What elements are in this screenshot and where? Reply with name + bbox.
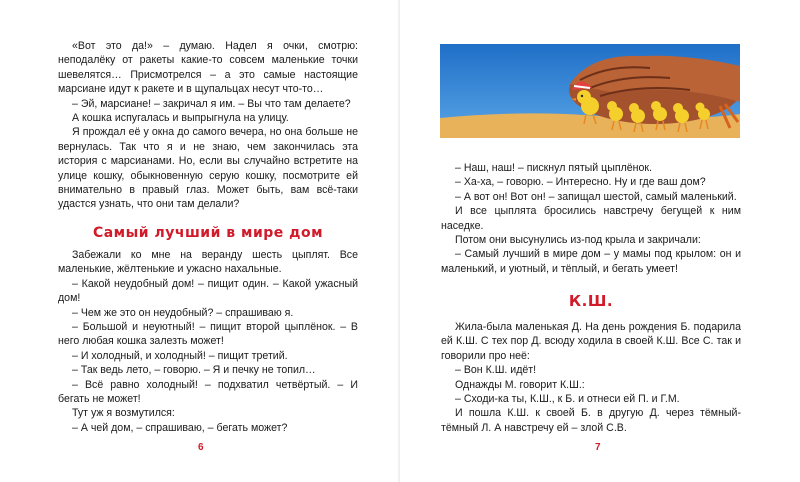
paragraph: – Вон К.Ш. идёт! [455,364,537,377]
paragraph: – А чей дом, – спрашиваю, – бегать может? [72,421,288,434]
paragraph: – И холодный, и холодный! – пищит третий. [72,349,288,362]
paragraph: Потом они высунулись из-под крыла и закричали: [455,234,701,247]
paragraph: «Вот это да!» – думаю. Надел я очки, смотрю: неподалёку от ракеты какие-то совсем маленькие точки шевелятся… Присмотрелся – а это самые настоящие марсиане идут к ракете и в щупальцах несут что-то… [58,40,358,96]
story-title: Самый лучший в мире дом [92,225,324,241]
paragraph: – Большой и неуютный! – пищит второй цыплёнок. – В него любая кошка залезть может! [58,321,358,348]
right-text-top [441,161,741,276]
paragraph: – Наш, наш! – пискнул пятый цыплёнок. [455,162,652,174]
paragraph: – Сходи-ка ты, К.Ш., к Б. и отнеси ей П. и Г.М. [455,393,680,406]
right-text-bottom [441,320,741,435]
paragraph: Забежали ко мне на веранду шесть цыплят. Все маленькие, жёлтенькие и ужасно нахальные. [58,249,358,276]
paragraph: Я прождал её у окна до самого вечера, но она больше не вернулась. Так что я и не знаю, чем закончилась эта история с марсианами. Но, если вы случайно встретите на улице кошку, обыкновенную серую кошку, посмотрите ей внимательно в правый глаз. Может быть, вам всё-таки удастся узнать, что они там делали? [58,126,358,211]
paragraph: Тут уж я возмутился: [72,407,175,420]
paragraph: – Так ведь лето, – говорю. – Я и печку не топил… [72,364,316,377]
paragraph: Однажды М. говорит К.Ш.: [455,378,585,391]
paragraph: – Ха-ха, – говорю. – Интересно. Ну и где ваш дом? [455,176,706,189]
paragraph: – Всё равно холодный! – подхватил четвёртый. – И бегать не может! [58,378,358,406]
hen-illustration [440,44,740,138]
paragraph: – Чем же это он неудобный? – спрашиваю я. [72,306,294,319]
paragraph: И все цыплята бросились навстречу бегущей к ним наседке. [441,205,741,232]
left-text-top [58,39,358,212]
paragraph: – Самый лучший в мире дом – у мамы под крылом: он и маленький, и уютный, и тёплый, и бегать умеет! [441,248,741,275]
paragraph: – Какой неудобный дом! – пищит один. – Какой ужасный дом! [58,277,358,305]
paragraph: И пошла К.Ш. к своей Б. в другую Д. через тёмный-тёмный Л. А навстречу ей – злой С.В. [441,407,741,434]
story-title: К.Ш. [568,292,614,310]
paragraph: – А вот он! Вот он! – запищал шестой, самый маленький. [455,190,737,203]
page-number: 6 [198,442,204,453]
paragraph: Жила-была маленькая Д. На день рождения Б. подарила ей К.Ш. С тех пор Д. всюду ходила в своей К.Ш. Все С. так и говорили про неё: [441,321,741,362]
left-text-bottom [58,248,358,435]
paragraph: – Эй, марсиане! – закричал я им. – Вы что там делаете? [72,97,351,110]
paragraph: А кошка испугалась и выпрыгнула на улицу. [72,112,289,125]
page-number: 7 [595,442,601,453]
